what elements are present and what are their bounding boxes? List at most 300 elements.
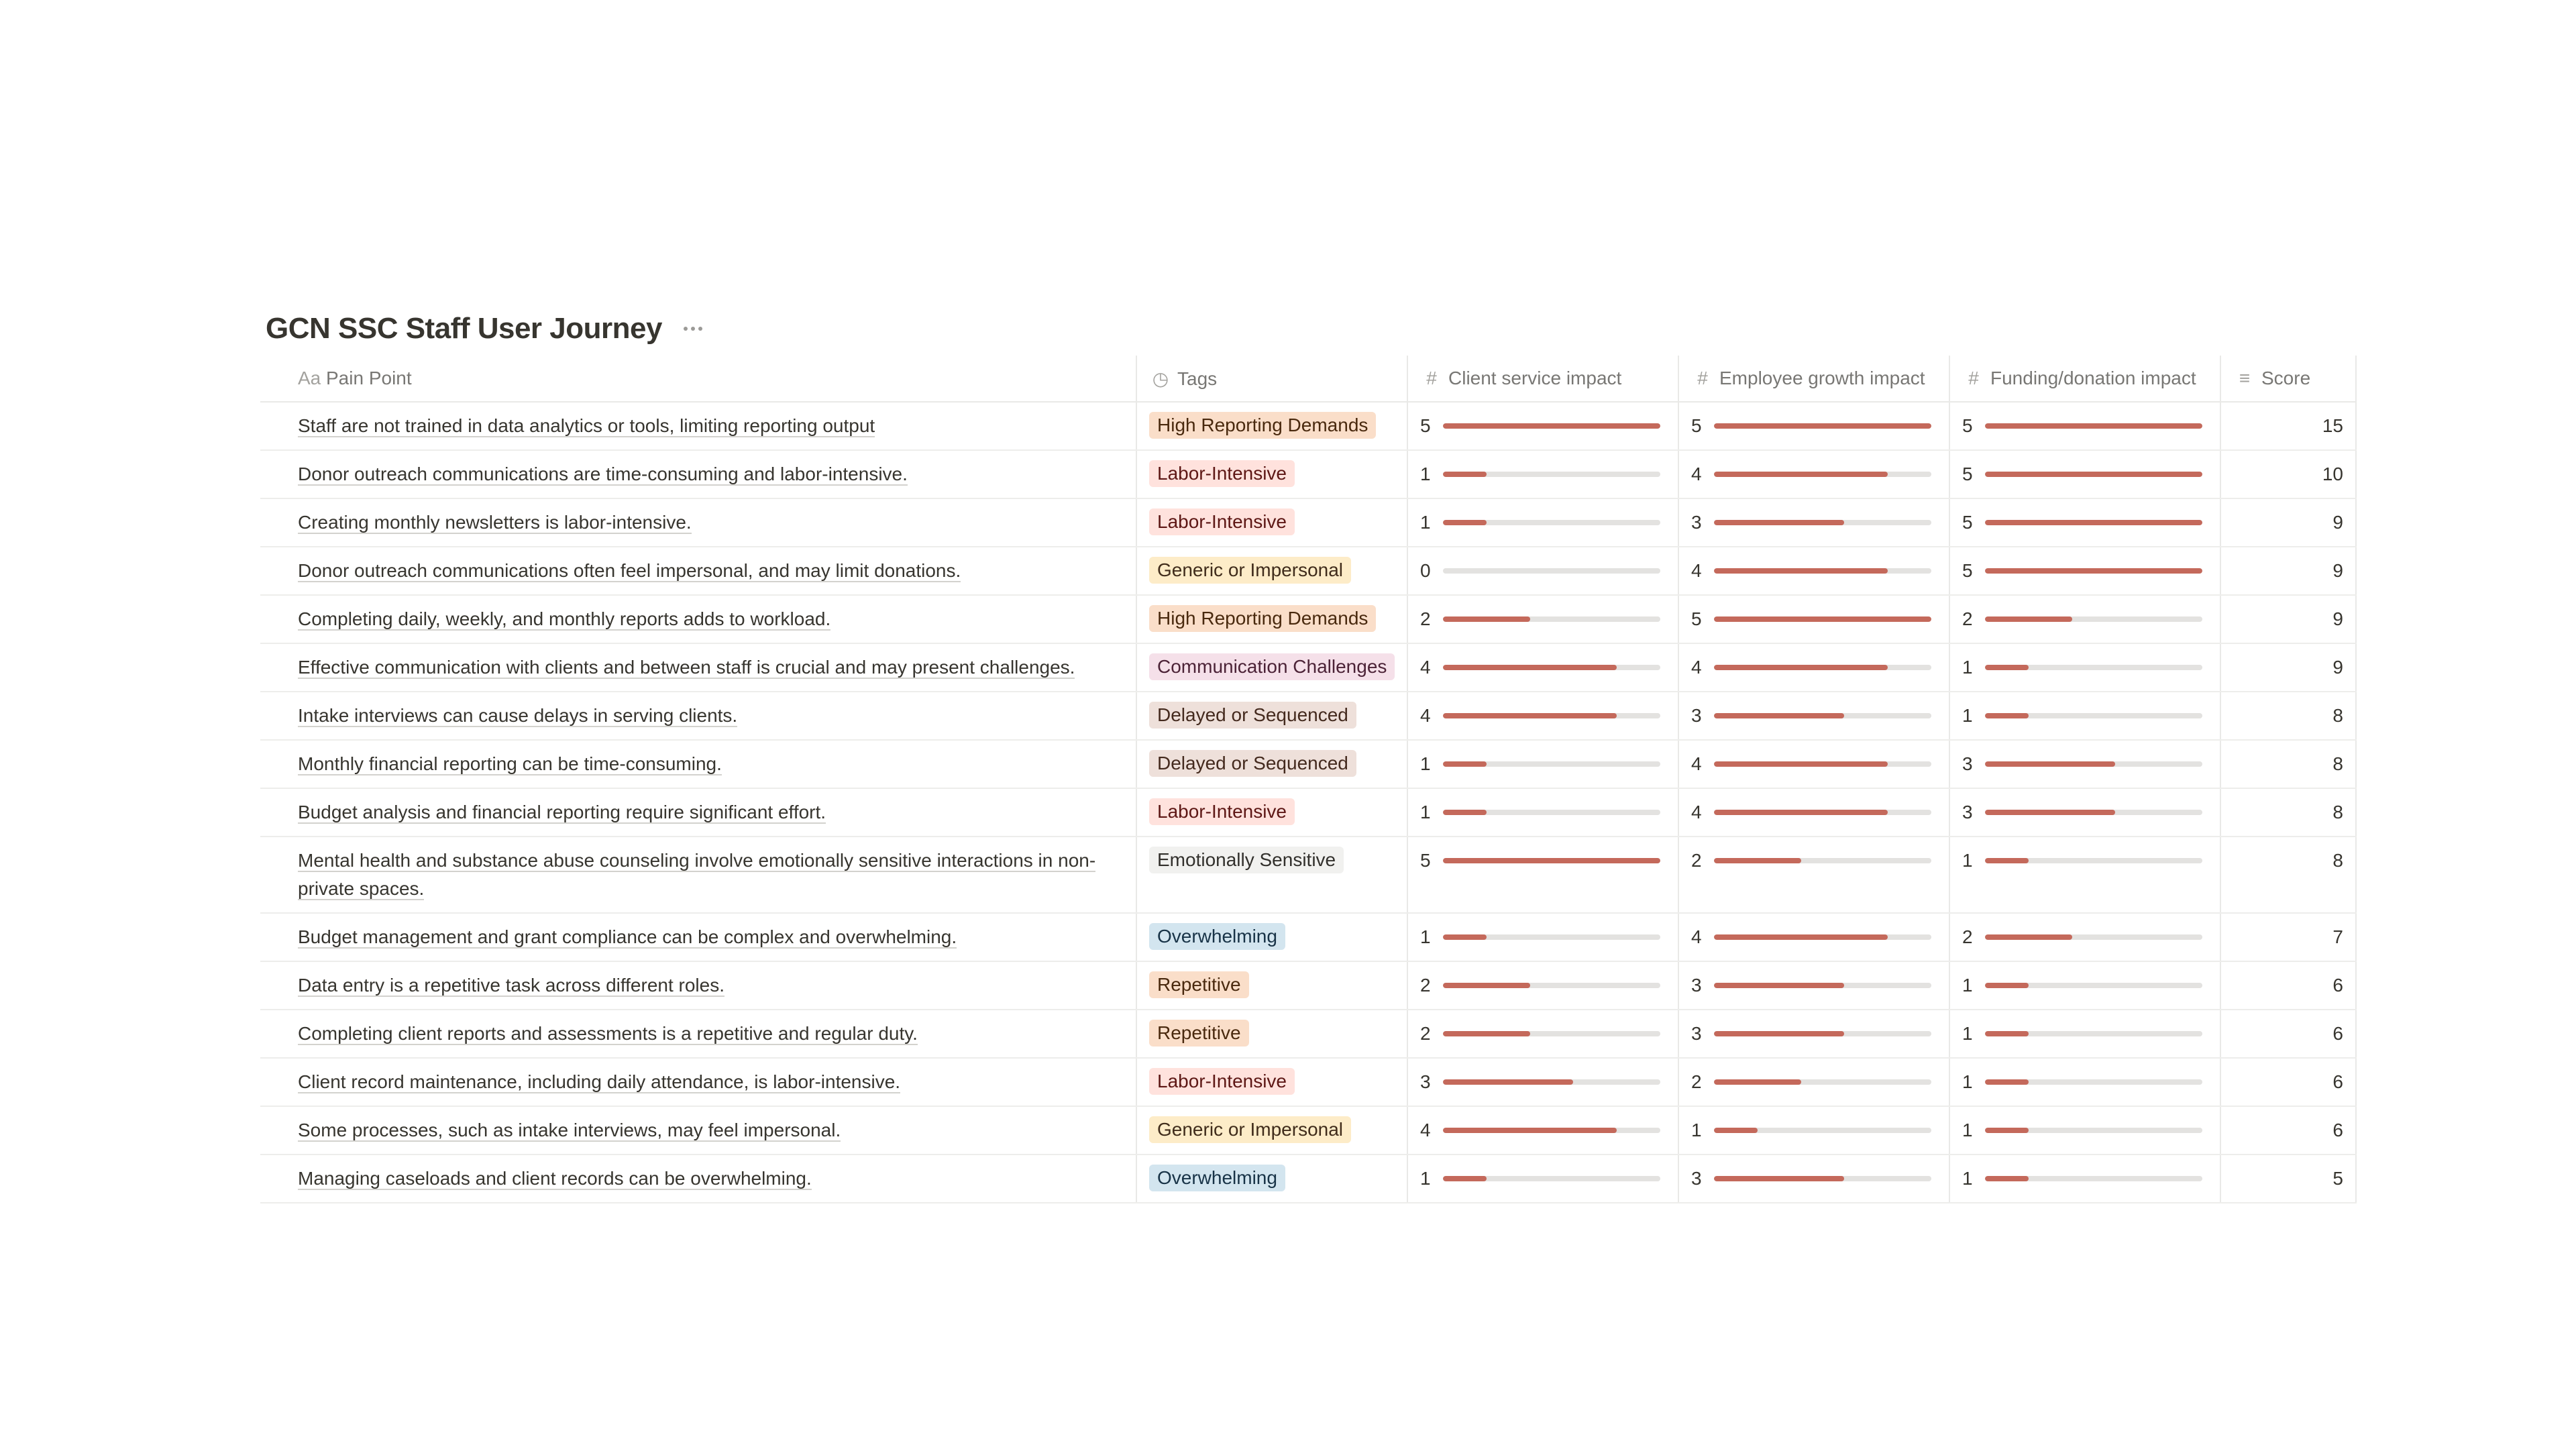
- employee-impact-cell[interactable]: [1678, 1010, 1949, 1058]
- tags-cell[interactable]: [1136, 1106, 1407, 1155]
- impact-bar-fill: [1714, 520, 1844, 525]
- pain-point-cell[interactable]: [260, 595, 1136, 643]
- impact-bar-fill: [1714, 983, 1844, 988]
- impact-bar: [1443, 472, 1660, 477]
- impact-number: 5: [1962, 415, 1973, 436]
- funding-impact-cell[interactable]: [1949, 1058, 2220, 1106]
- impact-number: 1: [1420, 512, 1431, 533]
- employee-impact-cell[interactable]: [1678, 643, 1949, 692]
- score-cell[interactable]: 15: [2220, 402, 2356, 450]
- impact-value: [1691, 1068, 1937, 1096]
- score-cell[interactable]: 9: [2220, 595, 2356, 643]
- tags-cell[interactable]: [1136, 961, 1407, 1010]
- impact-number: 5: [1962, 464, 1973, 484]
- impact-value: [1962, 847, 2208, 875]
- tag-pill: Delayed or Sequenced: [1149, 750, 1356, 777]
- impact-value: [1420, 460, 1666, 488]
- impact-value: [1691, 971, 1937, 1000]
- impact-bar-fill: [1985, 810, 2115, 815]
- impact-value: [1691, 460, 1937, 488]
- table-row[interactable]: [260, 402, 2356, 450]
- pain-point-cell[interactable]: [260, 450, 1136, 498]
- table-row[interactable]: [260, 740, 2356, 788]
- impact-bar-fill: [1985, 616, 2072, 622]
- client-impact-cell[interactable]: [1407, 547, 1678, 595]
- employee-impact-cell[interactable]: [1678, 547, 1949, 595]
- impact-number: 3: [1962, 802, 1973, 822]
- impact-value: [1691, 605, 1937, 633]
- employee-impact-cell[interactable]: [1678, 740, 1949, 788]
- text-property-icon: Aa: [298, 368, 321, 388]
- impact-value: [1691, 923, 1937, 951]
- score-cell[interactable]: 6: [2220, 1058, 2356, 1106]
- impact-bar-fill: [1985, 1176, 2029, 1181]
- impact-bar-fill: [1443, 1176, 1487, 1181]
- impact-value: [1420, 1116, 1666, 1144]
- client-impact-cell[interactable]: [1407, 1155, 1678, 1203]
- table-row[interactable]: [260, 547, 2356, 595]
- impact-value: [1962, 923, 2208, 951]
- tag-pill: Generic or Impersonal: [1149, 1116, 1351, 1143]
- employee-impact-cell[interactable]: [1678, 595, 1949, 643]
- column-header-label: Employee growth impact: [1719, 368, 1925, 388]
- impact-bar: [1443, 1128, 1660, 1133]
- tag-pill: Generic or Impersonal: [1149, 557, 1351, 584]
- funding-impact-cell[interactable]: [1949, 692, 2220, 740]
- number-property-icon: #: [1426, 368, 1437, 388]
- pain-point-cell[interactable]: [260, 1106, 1136, 1155]
- score-cell[interactable]: 6: [2220, 1010, 2356, 1058]
- pain-point-text: Completing client reports and assessments is a repetitive and regular duty.: [298, 1023, 918, 1044]
- table-row[interactable]: [260, 961, 2356, 1010]
- impact-value: [1962, 750, 2208, 778]
- impact-bar: [1985, 1079, 2202, 1085]
- impact-bar-fill: [1985, 1079, 2029, 1085]
- column-header-score[interactable]: [2220, 356, 2356, 402]
- employee-impact-cell[interactable]: [1678, 1058, 1949, 1106]
- impact-value: [1420, 702, 1666, 730]
- table-row[interactable]: [260, 788, 2356, 837]
- impact-bar-fill: [1714, 858, 1801, 863]
- tags-cell[interactable]: [1136, 837, 1407, 913]
- column-header-tags[interactable]: [1136, 356, 1407, 402]
- score-cell[interactable]: 7: [2220, 913, 2356, 961]
- pain-point-cell[interactable]: [260, 547, 1136, 595]
- client-impact-cell[interactable]: [1407, 740, 1678, 788]
- impact-number: 4: [1691, 464, 1702, 484]
- funding-impact-cell[interactable]: [1949, 1155, 2220, 1203]
- impact-number: 1: [1962, 705, 1973, 726]
- table-row[interactable]: [260, 450, 2356, 498]
- pain-point-text: Effective communication with clients and between staff is crucial and may present challenges.: [298, 657, 1075, 678]
- tags-cell[interactable]: [1136, 1010, 1407, 1058]
- table-row[interactable]: [260, 1010, 2356, 1058]
- impact-number: 4: [1691, 657, 1702, 678]
- impact-number: 2: [1691, 850, 1702, 871]
- column-header-pain-point[interactable]: [260, 356, 1136, 402]
- impact-number: 1: [1420, 753, 1431, 774]
- tag-pill: Repetitive: [1149, 1020, 1249, 1046]
- table-row[interactable]: [260, 1155, 2356, 1203]
- impact-number: 1: [1420, 926, 1431, 947]
- score-cell[interactable]: 10: [2220, 450, 2356, 498]
- impact-value: [1962, 653, 2208, 682]
- pain-point-text: Data entry is a repetitive task across different roles.: [298, 975, 724, 996]
- impact-value: [1691, 1116, 1937, 1144]
- impact-value: [1420, 1165, 1666, 1193]
- impact-number: 2: [1420, 608, 1431, 629]
- client-impact-cell[interactable]: [1407, 1058, 1678, 1106]
- impact-value: [1962, 798, 2208, 826]
- client-impact-cell[interactable]: [1407, 450, 1678, 498]
- impact-number: 1: [1962, 1168, 1973, 1189]
- table-row[interactable]: [260, 1106, 2356, 1155]
- impact-value: [1691, 847, 1937, 875]
- table-row[interactable]: [260, 595, 2356, 643]
- impact-value: [1420, 412, 1666, 440]
- impact-bar-fill: [1443, 1031, 1530, 1036]
- impact-number: 2: [1420, 1023, 1431, 1044]
- impact-number: 3: [1962, 753, 1973, 774]
- tag-pill: High Reporting Demands: [1149, 605, 1376, 632]
- column-header-label: Client service impact: [1448, 368, 1622, 388]
- select-property-icon: ◷: [1152, 368, 1169, 389]
- impact-bar-fill: [1714, 1128, 1758, 1133]
- impact-bar-fill: [1985, 1128, 2029, 1133]
- pain-point-cell[interactable]: [260, 498, 1136, 547]
- impact-bar-fill: [1985, 423, 2202, 429]
- impact-number: 1: [1420, 464, 1431, 484]
- pain-point-cell[interactable]: [260, 740, 1136, 788]
- pain-point-text: Donor outreach communications are time-consuming and labor-intensive.: [298, 464, 908, 484]
- column-header-funding-donation-impact[interactable]: [1949, 356, 2220, 402]
- impact-value: [1420, 557, 1666, 585]
- impact-bar-fill: [1985, 568, 2202, 574]
- client-impact-cell[interactable]: [1407, 913, 1678, 961]
- pain-point-text: Completing daily, weekly, and monthly reports adds to workload.: [298, 608, 831, 629]
- impact-bar-fill: [1443, 810, 1487, 815]
- impact-bar-fill: [1985, 858, 2029, 863]
- impact-number: 5: [1420, 415, 1431, 436]
- employee-impact-cell[interactable]: [1678, 498, 1949, 547]
- impact-bar: [1714, 1176, 1931, 1181]
- impact-number: 1: [1962, 1023, 1973, 1044]
- funding-impact-cell[interactable]: [1949, 643, 2220, 692]
- score-cell[interactable]: 9: [2220, 547, 2356, 595]
- impact-bar-fill: [1714, 1031, 1844, 1036]
- tag-pill: Overwhelming: [1149, 923, 1285, 950]
- score-cell[interactable]: 8: [2220, 740, 2356, 788]
- impact-bar: [1714, 568, 1931, 574]
- score-cell[interactable]: 6: [2220, 961, 2356, 1010]
- employee-impact-cell[interactable]: [1678, 1155, 1949, 1203]
- impact-value: [1962, 971, 2208, 1000]
- score-cell[interactable]: 9: [2220, 498, 2356, 547]
- table-row[interactable]: [260, 1058, 2356, 1106]
- impact-value: [1420, 1068, 1666, 1096]
- tag-pill: Labor-Intensive: [1149, 798, 1295, 825]
- database-table: [260, 356, 2357, 1203]
- impact-number: 2: [1691, 1071, 1702, 1092]
- impact-bar-fill: [1443, 1128, 1617, 1133]
- impact-bar: [1443, 713, 1660, 718]
- pain-point-text: Staff are not trained in data analytics or tools, limiting reporting output: [298, 415, 875, 436]
- client-impact-cell[interactable]: [1407, 692, 1678, 740]
- tags-cell[interactable]: [1136, 643, 1407, 692]
- impact-bar: [1985, 713, 2202, 718]
- employee-impact-cell[interactable]: [1678, 450, 1949, 498]
- client-impact-cell[interactable]: [1407, 788, 1678, 837]
- impact-value: [1962, 508, 2208, 537]
- pain-point-cell[interactable]: [260, 643, 1136, 692]
- impact-number: 5: [1962, 512, 1973, 533]
- tags-cell[interactable]: [1136, 913, 1407, 961]
- funding-impact-cell[interactable]: [1949, 961, 2220, 1010]
- impact-number: 1: [1962, 1071, 1973, 1092]
- funding-impact-cell[interactable]: [1949, 498, 2220, 547]
- impact-bar-fill: [1714, 665, 1888, 670]
- funding-impact-cell[interactable]: [1949, 547, 2220, 595]
- impact-bar: [1443, 810, 1660, 815]
- impact-number: 5: [1962, 560, 1973, 581]
- tags-cell[interactable]: [1136, 1155, 1407, 1203]
- pain-point-cell[interactable]: [260, 402, 1136, 450]
- impact-bar: [1985, 616, 2202, 622]
- impact-bar-fill: [1443, 665, 1617, 670]
- impact-bar: [1985, 472, 2202, 477]
- table-row[interactable]: [260, 837, 2356, 913]
- impact-value: [1962, 557, 2208, 585]
- funding-impact-cell[interactable]: [1949, 740, 2220, 788]
- score-cell[interactable]: 8: [2220, 837, 2356, 913]
- impact-number: 4: [1691, 802, 1702, 822]
- column-header-employee-growth-impact[interactable]: [1678, 356, 1949, 402]
- impact-value: [1962, 1116, 2208, 1144]
- impact-number: 2: [1962, 926, 1973, 947]
- impact-value: [1691, 508, 1937, 537]
- database-title[interactable]: GCN SSC Staff User Journey: [266, 312, 662, 345]
- impact-number: 5: [1691, 415, 1702, 436]
- employee-impact-cell[interactable]: [1678, 788, 1949, 837]
- pain-point-text: Creating monthly newsletters is labor-intensive.: [298, 512, 692, 533]
- funding-impact-cell[interactable]: [1949, 595, 2220, 643]
- employee-impact-cell[interactable]: [1678, 913, 1949, 961]
- impact-bar-fill: [1714, 934, 1888, 940]
- column-header-label: Pain Point: [326, 368, 412, 388]
- impact-bar: [1714, 713, 1931, 718]
- impact-bar-fill: [1714, 568, 1888, 574]
- impact-value: [1691, 412, 1937, 440]
- impact-value: [1962, 412, 2208, 440]
- impact-bar: [1985, 1176, 2202, 1181]
- funding-impact-cell[interactable]: [1949, 450, 2220, 498]
- pain-point-cell[interactable]: [260, 1058, 1136, 1106]
- formula-property-icon: ≡: [2239, 368, 2251, 388]
- tag-pill: High Reporting Demands: [1149, 412, 1376, 439]
- impact-number: 5: [1420, 850, 1431, 871]
- employee-impact-cell[interactable]: [1678, 837, 1949, 913]
- impact-bar: [1714, 983, 1931, 988]
- employee-impact-cell[interactable]: [1678, 961, 1949, 1010]
- impact-bar: [1443, 1079, 1660, 1085]
- pain-point-cell[interactable]: [260, 1155, 1136, 1203]
- funding-impact-cell[interactable]: [1949, 402, 2220, 450]
- impact-number: 1: [1962, 975, 1973, 996]
- impact-number: 4: [1691, 753, 1702, 774]
- impact-number: 1: [1962, 1120, 1973, 1140]
- impact-number: 4: [1420, 1120, 1431, 1140]
- impact-bar: [1443, 761, 1660, 767]
- impact-bar: [1714, 616, 1931, 622]
- impact-number: 5: [1691, 608, 1702, 629]
- tags-cell[interactable]: [1136, 402, 1407, 450]
- impact-bar: [1443, 983, 1660, 988]
- impact-bar-fill: [1443, 983, 1530, 988]
- client-impact-cell[interactable]: [1407, 643, 1678, 692]
- funding-impact-cell[interactable]: [1949, 788, 2220, 837]
- impact-value: [1420, 923, 1666, 951]
- pain-point-cell[interactable]: [260, 961, 1136, 1010]
- header-row: [260, 356, 2356, 402]
- impact-bar-fill: [1714, 810, 1888, 815]
- client-impact-cell[interactable]: [1407, 961, 1678, 1010]
- impact-value: [1691, 750, 1937, 778]
- impact-number: 3: [1691, 1168, 1702, 1189]
- impact-bar: [1443, 665, 1660, 670]
- impact-bar-fill: [1985, 713, 2029, 718]
- impact-bar-fill: [1443, 1079, 1573, 1085]
- impact-bar-fill: [1714, 423, 1931, 429]
- number-property-icon: #: [1697, 368, 1708, 388]
- tag-pill: Emotionally Sensitive: [1149, 847, 1344, 873]
- impact-number: 1: [1691, 1120, 1702, 1140]
- employee-impact-cell[interactable]: [1678, 1106, 1949, 1155]
- score-cell[interactable]: 8: [2220, 692, 2356, 740]
- impact-bar: [1985, 1128, 2202, 1133]
- pain-point-cell[interactable]: [260, 692, 1136, 740]
- impact-number: 1: [1420, 1168, 1431, 1189]
- tags-cell[interactable]: [1136, 595, 1407, 643]
- tags-cell[interactable]: [1136, 1058, 1407, 1106]
- client-impact-cell[interactable]: [1407, 1010, 1678, 1058]
- impact-bar: [1714, 520, 1931, 525]
- pain-point-cell[interactable]: [260, 1010, 1136, 1058]
- score-cell[interactable]: 5: [2220, 1155, 2356, 1203]
- number-property-icon: #: [1968, 368, 1979, 388]
- tags-cell[interactable]: [1136, 692, 1407, 740]
- impact-bar: [1443, 568, 1660, 574]
- impact-bar-fill: [1985, 665, 2029, 670]
- impact-bar-fill: [1714, 761, 1888, 767]
- impact-number: 3: [1691, 1023, 1702, 1044]
- table-row[interactable]: [260, 498, 2356, 547]
- score-cell[interactable]: 8: [2220, 788, 2356, 837]
- impact-value: [1420, 798, 1666, 826]
- impact-value: [1420, 653, 1666, 682]
- column-header-label: Funding/donation impact: [1990, 368, 2196, 388]
- pain-point-cell[interactable]: [260, 913, 1136, 961]
- impact-value: [1962, 1020, 2208, 1048]
- funding-impact-cell[interactable]: [1949, 1106, 2220, 1155]
- impact-bar: [1714, 1031, 1931, 1036]
- pain-point-cell[interactable]: [260, 788, 1136, 837]
- pain-point-text: Some processes, such as intake interviews, may feel impersonal.: [298, 1120, 841, 1140]
- impact-bar: [1443, 858, 1660, 863]
- impact-bar: [1985, 423, 2202, 429]
- impact-bar: [1985, 665, 2202, 670]
- impact-value: [1691, 653, 1937, 682]
- score-cell[interactable]: 6: [2220, 1106, 2356, 1155]
- impact-bar: [1714, 858, 1931, 863]
- tag-pill: Overwhelming: [1149, 1165, 1285, 1191]
- table-row[interactable]: [260, 692, 2356, 740]
- impact-bar: [1714, 1079, 1931, 1085]
- impact-bar-fill: [1443, 934, 1487, 940]
- tags-cell[interactable]: [1136, 547, 1407, 595]
- funding-impact-cell[interactable]: [1949, 837, 2220, 913]
- impact-bar: [1443, 616, 1660, 622]
- impact-bar: [1714, 472, 1931, 477]
- tags-cell[interactable]: [1136, 450, 1407, 498]
- impact-bar: [1714, 810, 1931, 815]
- employee-impact-cell[interactable]: [1678, 402, 1949, 450]
- client-impact-cell[interactable]: [1407, 837, 1678, 913]
- pain-point-cell[interactable]: [260, 837, 1136, 913]
- impact-bar: [1443, 934, 1660, 940]
- impact-value: [1420, 847, 1666, 875]
- tag-pill: Delayed or Sequenced: [1149, 702, 1356, 729]
- impact-value: [1691, 1165, 1937, 1193]
- impact-bar: [1985, 568, 2202, 574]
- client-impact-cell[interactable]: [1407, 402, 1678, 450]
- impact-bar-fill: [1985, 520, 2202, 525]
- impact-bar: [1985, 761, 2202, 767]
- impact-value: [1691, 557, 1937, 585]
- impact-value: [1962, 702, 2208, 730]
- column-header-client-service-impact[interactable]: [1407, 356, 1678, 402]
- impact-value: [1420, 750, 1666, 778]
- client-impact-cell[interactable]: [1407, 1106, 1678, 1155]
- table-row[interactable]: [260, 643, 2356, 692]
- impact-bar-fill: [1443, 713, 1617, 718]
- impact-bar-fill: [1714, 616, 1931, 622]
- client-impact-cell[interactable]: [1407, 595, 1678, 643]
- tag-pill: Labor-Intensive: [1149, 508, 1295, 535]
- impact-number: 2: [1420, 975, 1431, 996]
- impact-bar: [1443, 423, 1660, 429]
- client-impact-cell[interactable]: [1407, 498, 1678, 547]
- pain-point-text: Managing caseloads and client records can be overwhelming.: [298, 1168, 812, 1189]
- tags-cell[interactable]: [1136, 740, 1407, 788]
- score-cell[interactable]: 9: [2220, 643, 2356, 692]
- tags-cell[interactable]: [1136, 788, 1407, 837]
- impact-number: 3: [1691, 975, 1702, 996]
- impact-value: [1691, 798, 1937, 826]
- funding-impact-cell[interactable]: [1949, 1010, 2220, 1058]
- table-row[interactable]: [260, 913, 2356, 961]
- impact-bar: [1443, 520, 1660, 525]
- impact-bar: [1985, 1031, 2202, 1036]
- impact-bar: [1443, 1176, 1660, 1181]
- impact-number: 4: [1420, 657, 1431, 678]
- impact-number: 1: [1420, 802, 1431, 822]
- employee-impact-cell[interactable]: [1678, 692, 1949, 740]
- more-horizontal-icon[interactable]: [680, 315, 706, 342]
- column-header-label: Score: [2261, 368, 2311, 388]
- tags-cell[interactable]: [1136, 498, 1407, 547]
- funding-impact-cell[interactable]: [1949, 913, 2220, 961]
- tag-pill: Labor-Intensive: [1149, 1068, 1295, 1095]
